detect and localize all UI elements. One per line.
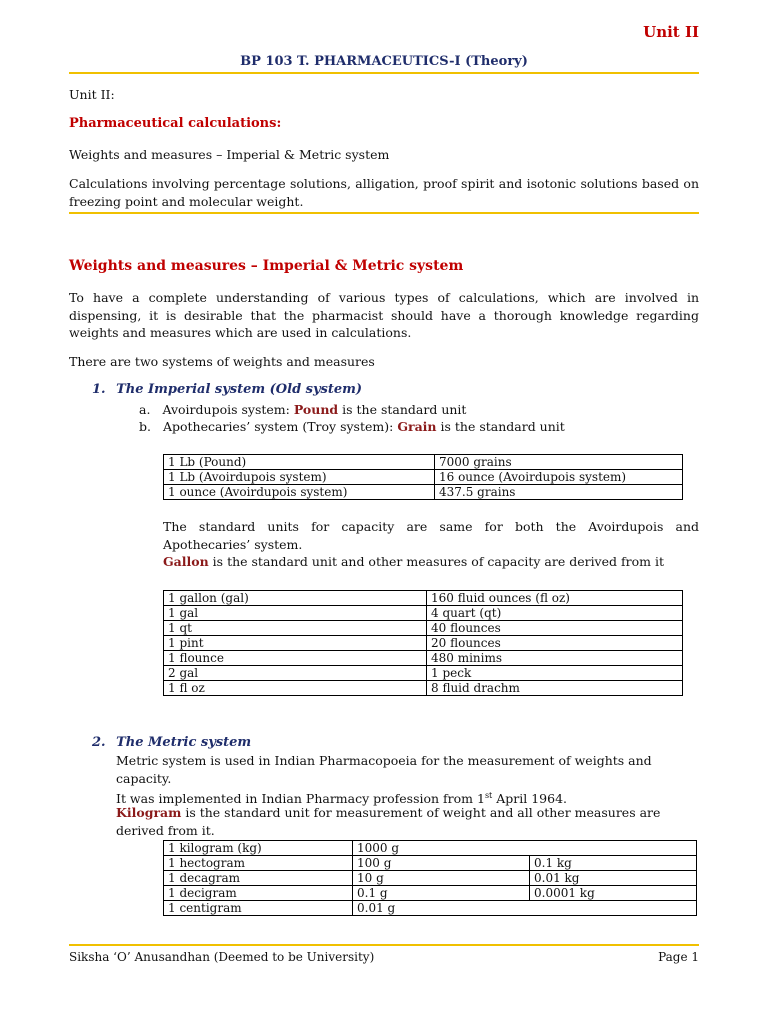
gallon-line: [163, 553, 664, 571]
table-row: [164, 636, 683, 651]
table-cell: 8 fluid drachm: [427, 681, 683, 696]
item-b-pre: Apothecaries’ system (Troy system):: [162, 419, 398, 434]
gallon-text: is the standard unit and other measures of capacity are derived from it: [208, 554, 664, 569]
table-cell: 1 peck: [427, 666, 683, 681]
table-cell: 1 gal: [164, 606, 427, 621]
table-cell: 160 fluid ounces (fl oz): [427, 591, 683, 606]
table-cell: 0.1 kg: [530, 856, 697, 871]
course-title: BP 103 T. PHARMACEUTICS-I (Theory): [240, 54, 528, 69]
imperial-item-b: [139, 418, 565, 436]
table-cell: 1 Lb (Pound): [164, 455, 435, 470]
metric-number: 2.: [92, 735, 106, 750]
table-cell: 7000 grains: [435, 455, 683, 470]
footer-rule: [69, 944, 699, 946]
table-row: [164, 455, 683, 470]
table-cell: 1 Lb (Avoirdupois system): [164, 470, 435, 485]
syllabus-rule: [69, 212, 699, 214]
table-row: [164, 591, 683, 606]
metric-title: The Metric system: [116, 735, 252, 750]
table-row: [164, 841, 697, 856]
table-row: [164, 621, 683, 636]
table-cell: 1 pint: [164, 636, 427, 651]
two-systems-text: There are two systems of weights and measures: [69, 354, 375, 369]
table-row: [164, 666, 683, 681]
table-cell: 40 flounces: [427, 621, 683, 636]
capacity-text: The standard units for capacity are same for both the Avoirdupois and Apothecaries’ system.: [163, 519, 699, 552]
table-cell: 4 quart (qt): [427, 606, 683, 621]
table-row: [164, 886, 697, 901]
header-rule: [69, 72, 699, 74]
gallon-key: Gallon: [163, 554, 209, 569]
table-cell: 20 flounces: [427, 636, 683, 651]
table-row: [164, 470, 683, 485]
imperial-title: The Imperial system (Old system): [116, 382, 363, 397]
table-row: [164, 901, 697, 916]
table-cell: 1 hectogram: [164, 856, 353, 871]
table-row: [164, 651, 683, 666]
item-b-post: is the standard unit: [436, 419, 565, 434]
table-row: [164, 856, 697, 871]
item-a-marker: a.: [139, 402, 151, 417]
item-a-key: Pound: [293, 402, 339, 417]
table-cell: 2 gal: [164, 666, 427, 681]
table-cell: 100 g: [353, 856, 530, 871]
syllabus-unit-label: Unit II:: [69, 87, 115, 102]
imperial-item-a: [139, 401, 466, 419]
syllabus-line-1: Weights and measures – Imperial & Metric system: [69, 147, 390, 162]
metric-heading: [92, 735, 251, 750]
syllabus-heading: Pharmaceutical calculations:: [69, 116, 282, 131]
imperial-number: 1.: [92, 382, 106, 397]
table-cell: 1 qt: [164, 621, 427, 636]
table-cell: 1000 g: [353, 841, 697, 856]
footer-university: Siksha ‘O’ Anusandhan (Deemed to be University): [69, 950, 375, 964]
table-cell: 1 fl oz: [164, 681, 427, 696]
table-cell: 0.1 g: [353, 886, 530, 901]
table-cell: 1 gallon (gal): [164, 591, 427, 606]
footer-page-number: Page 1: [658, 950, 699, 964]
kilogram-line: [116, 804, 676, 839]
table-cell: 0.01 kg: [530, 871, 697, 886]
imperial-heading: [92, 382, 362, 397]
metric-line-2-sup: st: [484, 791, 493, 800]
imperial-weight-table: [163, 454, 683, 500]
table-cell: 10 g: [353, 871, 530, 886]
imperial-capacity-table: [163, 590, 683, 696]
syllabus-line-2: Calculations involving percentage solutions, alligation, proof spirit and isotonic solutions based on freezing point and molecular weight.: [69, 176, 699, 209]
table-cell: 0.0001 kg: [530, 886, 697, 901]
table-cell: 1 ounce (Avoirdupois system): [164, 485, 435, 500]
table-cell: 1 flounce: [164, 651, 427, 666]
section-title: Weights and measures – Imperial & Metric system: [69, 258, 464, 274]
table-cell: 16 ounce (Avoirdupois system): [435, 470, 683, 485]
table-row: [164, 606, 683, 621]
metric-line-1: Metric system is used in Indian Pharmacopoeia for the measurement of weights and capacity.: [116, 753, 652, 786]
unit-corner-label: Unit II: [643, 23, 699, 41]
kilogram-key: Kilogram: [116, 805, 182, 820]
item-a-pre: Avoirdupois system:: [162, 402, 294, 417]
table-cell: 1 centigram: [164, 901, 353, 916]
section-intro: To have a complete understanding of various types of calculations, which are involved in dispensing, it is desirable that the pharmacist should have a thorough knowledge regarding weights and measures which are used in calculations.: [69, 290, 699, 340]
table-row: [164, 681, 683, 696]
metric-table: [163, 840, 697, 916]
table-cell: 1 decagram: [164, 871, 353, 886]
table-cell: 0.01 g: [353, 901, 697, 916]
table-cell: 437.5 grains: [435, 485, 683, 500]
table-row: [164, 485, 683, 500]
table-cell: 480 minims: [427, 651, 683, 666]
table-row: [164, 871, 697, 886]
table-cell: 1 kilogram (kg): [164, 841, 353, 856]
item-a-post: is the standard unit: [338, 402, 467, 417]
metric-line-2-post: April 1964.: [492, 791, 568, 807]
item-b-key: Grain: [397, 419, 437, 434]
kilogram-text: is the standard unit for measurement of weight and all other measures are derived from it.: [116, 805, 661, 838]
metric-line-2-pre: It was implemented in Indian Pharmacy profession from 1: [116, 791, 485, 807]
table-cell: 1 decigram: [164, 886, 353, 901]
item-b-marker: b.: [139, 419, 151, 434]
